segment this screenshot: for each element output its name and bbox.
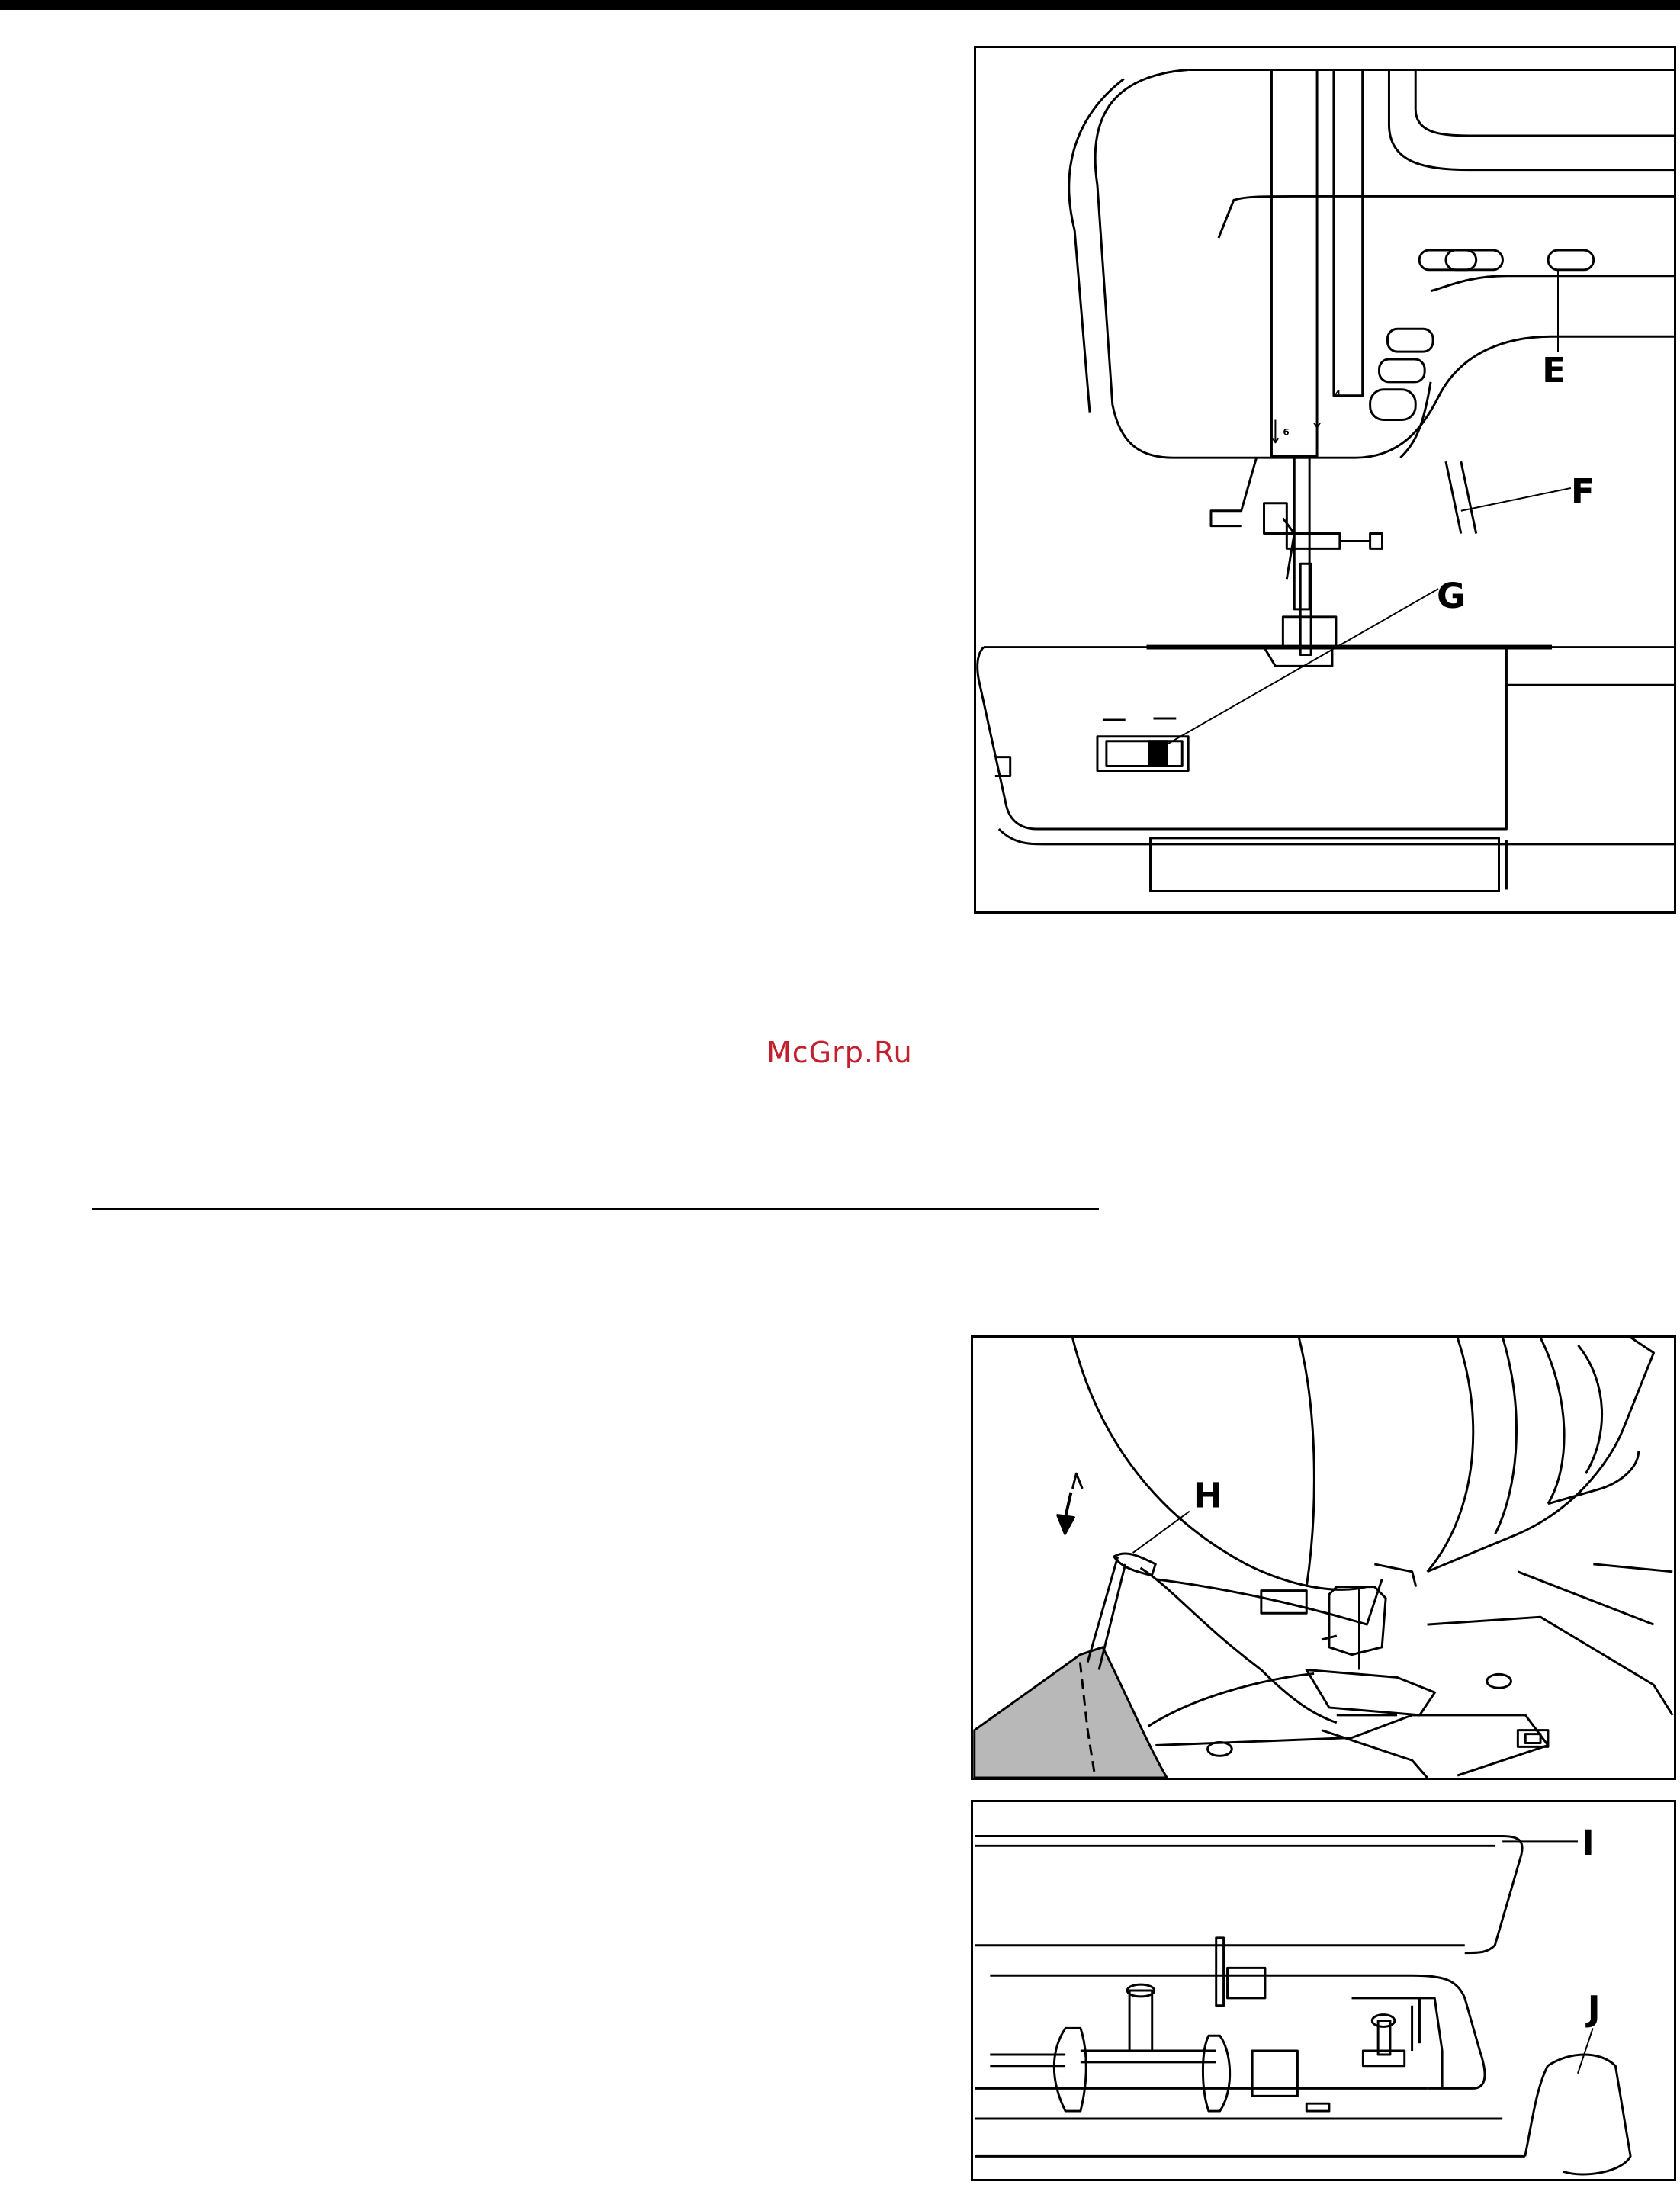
callout-j: J — [1587, 1988, 1601, 2029]
top-rule — [0, 0, 1680, 10]
needle-arrow-mark: 6 — [1283, 426, 1290, 438]
figure-machine-front — [974, 46, 1676, 914]
callout-i: I — [1581, 1823, 1595, 1864]
callout-f: F — [1570, 471, 1595, 512]
needle-position-mark: 4 — [1334, 388, 1341, 400]
machine-front-illustration — [976, 48, 1674, 911]
section-divider — [92, 1208, 1099, 1210]
top-cover-illustration — [973, 1802, 1674, 2179]
figure-top-cover — [971, 1800, 1676, 2181]
figure-thread-guide — [971, 1335, 1676, 1780]
callout-e: E — [1542, 349, 1566, 390]
callout-h: H — [1193, 1475, 1222, 1516]
watermark: McGrp.Ru — [766, 1036, 913, 1069]
callout-g: G — [1437, 575, 1466, 616]
thread-guide-illustration — [973, 1338, 1674, 1778]
